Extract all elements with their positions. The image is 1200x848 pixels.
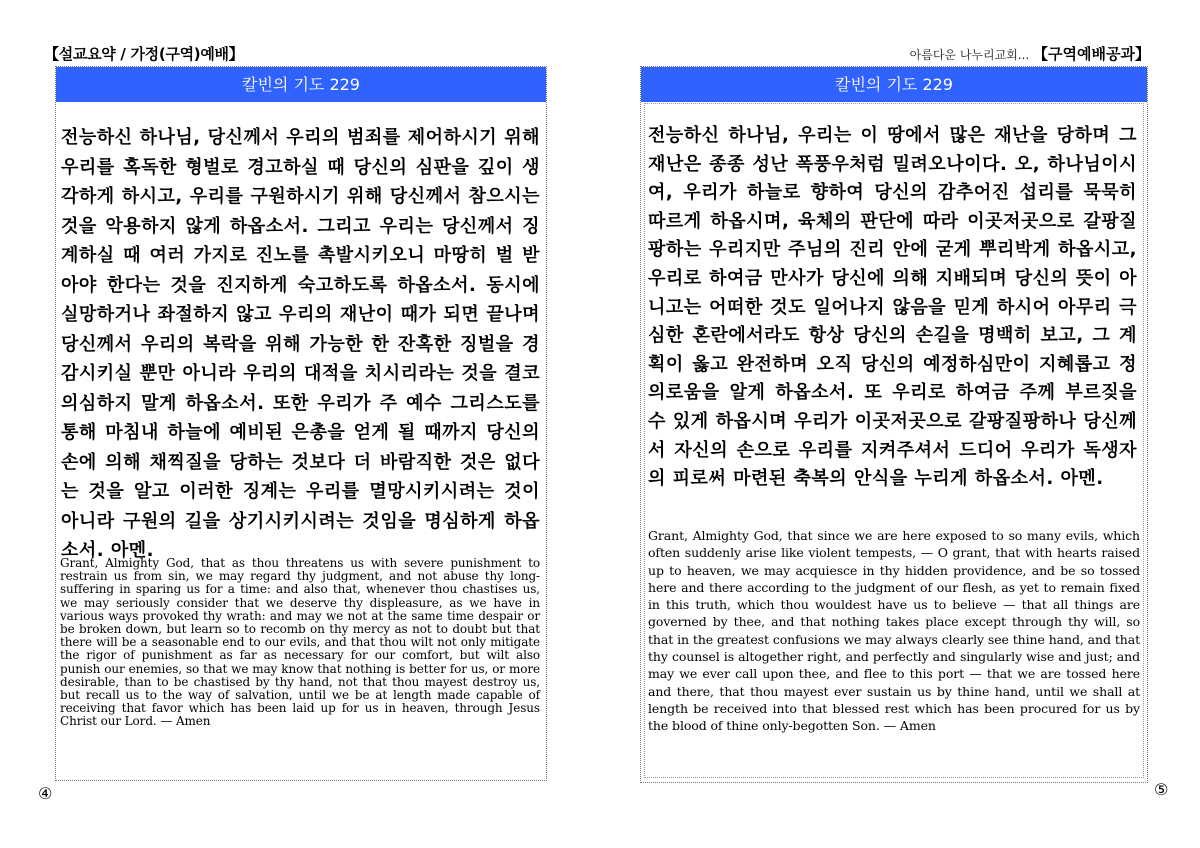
right-page-panel	[640, 66, 1148, 783]
header-left-title: 【설교요약 / 가정(구역)예배】	[44, 45, 244, 63]
left-page-number: ④	[38, 784, 53, 803]
left-page-panel	[55, 66, 547, 781]
right-page-number: ⑤	[1154, 780, 1169, 799]
header-right	[910, 44, 1150, 65]
left-english-prayer: Grant, Almighty God, that as thou threatens us with severe punishment to restrain us from sin, we may regard thy judgment, and not abuse thy long-suffering in sparing us for a time: and also that, whenever thou chastises us, we may seriously consider that we deserve thy displeasure, as we have in various ways provoked thy wrath: and may we not at the same time despair or be broken down, but learn so to recomb on thy mercy as not to doubt but that there will be a seasonable end to our evils, and that thou wilt not only mitigate the rigor of punishment as far as necessary for our comfort, but wilt also punish our enemies, so that we may know that nothing is better for us, or more desirable, than to be chastised by thy hand, not that thou mayest destroy us, but recall us to the way of salvation, until we be at length made capable of receiving that favor which has been laid up for us in heaven, through Jesus Christ our Lord. — Amen	[60, 556, 540, 729]
left-page-title: 칼빈의 기도 229	[56, 67, 546, 102]
right-korean-prayer: 전능하신 하나님, 우리는 이 땅에서 많은 재난을 당하며 그 재난은 종종 성난 폭풍우처럼 밀려오나이다. 오, 하나님이시여, 우리가 하늘로 향하여 당신의 감추어진 섭리를 묵묵히 따르게 하옵시며, 육체의 판단에 따라 이곳저곳으로 갈팡질팡하는 우리지만 주님의 진리 안에 굳게 뿌리박게 하옵시고, 우리로 하여금 만사가 당신에 의해 지배되며 당신의 뜻이 아니고는 어떠한 것도 일어나지 않음을 믿게 하시어 아무리 극심한 혼란에서라도 항상 당신의 손길을 명백히 보고, 그 계획이 옳고 완전하며 오직 당신의 예정하심만이 지혜롭고 정의로움을 알게 하옵소서. 또 우리로 하여금 주께 부르짖을 수 있게 하옵시며 우리가 이곳저곳으로 갈팡질팡하나 당신께서 자신의 손으로 우리를 지켜주셔서 드디어 우리가 독생자의 피로써 마련된 축복의 안식을 누리게 하옵소서. 아멘.	[648, 125, 1137, 490]
right-english-prayer: Grant, Almighty God, that since we are here exposed to so many evils, which often suddenly arise like violent tempests, — O grant, that with hearts raised up to heaven, we may acquiesce in thy hidden providence, and be so tossed here and there according to the judgment of our flesh, as yet to remain fixed in this truth, which thou wouldest have us to believe — that all things are governed by thee, and that nothing takes place except through thy will, so that in the greatest confusions we may always clearly see thine hand, and that thy counsel is altogether right, and perfectly and singularly wise and just; and may we ever call upon thee, and flee to this port — that we are tossed here and there, that thou mayest ever sustain us by thine hand, until we shall at length be received into that blessed rest which has been procured for us by the blood of thine only-begotten Son. — Amen	[648, 528, 1140, 734]
header-right-title: 【구역예배공과】	[1033, 45, 1150, 63]
left-korean-prayer: 전능하신 하나님, 당신께서 우리의 범죄를 제어하시기 위해 우리를 혹독한 형벌로 경고하실 때 당신의 심판을 깊이 생각하게 하시고, 우리를 구원하시기 위해 당신께서 참으시는 것을 악용하지 않게 하옵소서. 그리고 우리는 당신께서 징계하실 때 여러 가지로 진노를 촉발시키오니 마땅히 벌 받아야 한다는 것을 진지하게 숙고하도록 하옵소서. 동시에 실망하거나 좌절하지 않고 우리의 재난이 때가 되면 끝나며 당신께서 우리의 복락을 위해 가능한 한 잔혹한 징벌을 경감시키실 뿐만 아니라 우리의 대적을 치시리라는 것을 결코 의심하지 말게 하옵소서. 또한 우리가 주 예수 그리스도를 통해 마침내 하늘에 예비된 은총을 얻게 될 때까지 당신의 손에 의해 채찍질을 당하는 것보다 더 바람직한 것은 없다는 것을 알고 이러한 징계는 우리를 멸망시키시려는 것이 아니라 구원의 길을 상기시키시려는 것임을 명심하게 하옵소서. 아멘.	[61, 127, 540, 561]
right-page-title: 칼빈의 기도 229	[641, 67, 1147, 102]
header-church-name: 아름다운 나누리교회...	[909, 48, 1034, 62]
